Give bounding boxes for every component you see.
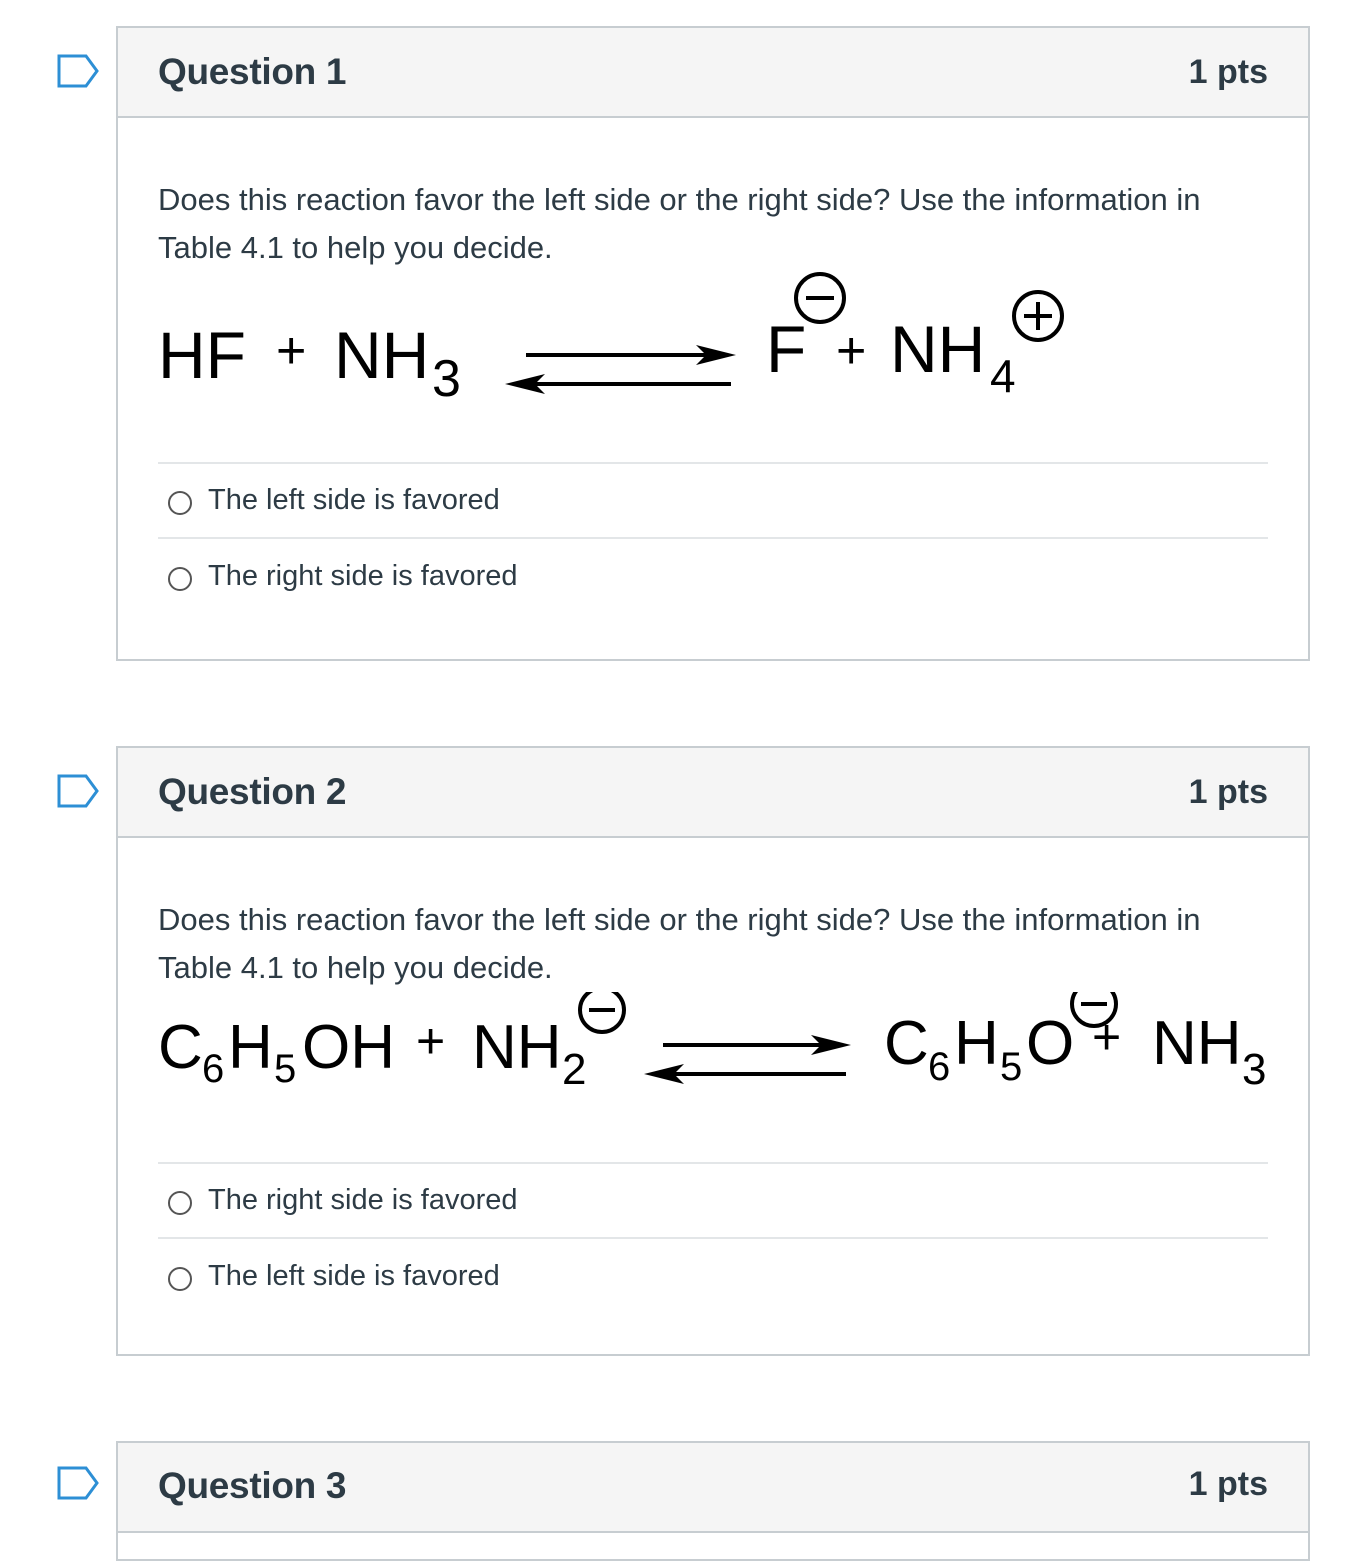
subscript-5: 5 xyxy=(274,1047,297,1091)
question-3-header xyxy=(118,1443,1308,1533)
subscript-3: 3 xyxy=(432,350,461,408)
question-2-answers xyxy=(158,1162,1268,1314)
radio-button-icon[interactable] xyxy=(168,491,192,515)
product-nh: NH xyxy=(1152,1009,1242,1078)
question-1-header xyxy=(118,28,1308,118)
subscript-4: 4 xyxy=(990,350,1016,402)
equilibrium-arrow-icon xyxy=(505,345,736,394)
radio-button-icon[interactable] xyxy=(168,1267,192,1291)
question-3-points: 1 pts xyxy=(1188,1465,1268,1503)
subscript-5: 5 xyxy=(1000,1045,1023,1089)
question-1-text: Does this reaction favor the left side or the right side? Use the information in Table 4.1 to help you decide. xyxy=(158,182,1201,265)
question-2-body xyxy=(118,838,1308,1314)
product-o: O xyxy=(1026,1009,1075,1078)
equilibrium-arrow-icon xyxy=(644,1035,851,1084)
question-3 xyxy=(116,1441,1310,1561)
question-2-reaction-image xyxy=(158,992,1268,1162)
answer-label: The left side is favored xyxy=(208,1260,500,1292)
reactant-nh: NH xyxy=(334,318,430,392)
plus-sign: + xyxy=(276,322,307,380)
reactant-nh: NH xyxy=(472,1013,562,1082)
reactant-hf: HF xyxy=(158,318,246,392)
question-2-answer-1[interactable] xyxy=(158,1164,1268,1239)
product-c: C xyxy=(884,1009,929,1078)
reactant-c: C xyxy=(158,1013,203,1082)
answer-label: The left side is favored xyxy=(208,484,500,516)
question-1-points: 1 pts xyxy=(1188,52,1268,91)
reactant-oh: OH xyxy=(302,1013,395,1082)
reactant-h: H xyxy=(228,1013,273,1082)
question-2-answer-2[interactable] xyxy=(158,1239,1268,1314)
question-1-answers xyxy=(158,462,1268,614)
question-2-header xyxy=(118,748,1308,838)
plus-sign-2: + xyxy=(836,322,867,380)
question-1 xyxy=(116,26,1310,661)
question-1-answer-2[interactable] xyxy=(158,539,1268,614)
question-3-title: Question 3 xyxy=(158,1465,347,1506)
question-1-title: Question 1 xyxy=(158,51,347,92)
subscript-2: 2 xyxy=(562,1045,587,1094)
subscript-6: 6 xyxy=(928,1045,951,1089)
product-h: H xyxy=(954,1009,999,1078)
answer-label: The right side is favored xyxy=(208,1184,518,1216)
plus-sign: + xyxy=(416,1013,446,1069)
radio-button-icon[interactable] xyxy=(168,567,192,591)
answer-label: The right side is favored xyxy=(208,560,518,592)
question-1-body xyxy=(118,118,1308,614)
question-2-title: Question 2 xyxy=(158,771,347,812)
flag-question-3-icon[interactable] xyxy=(56,1466,100,1500)
product-nh: NH xyxy=(890,312,986,386)
subscript-3: 3 xyxy=(1242,1045,1267,1094)
question-2 xyxy=(116,746,1310,1356)
question-1-answer-1[interactable] xyxy=(158,464,1268,539)
question-2-points: 1 pts xyxy=(1188,772,1268,811)
plus-sign-2: + xyxy=(1092,1009,1122,1065)
flag-question-1-icon[interactable] xyxy=(56,54,100,88)
subscript-6: 6 xyxy=(202,1047,225,1091)
question-1-reaction-image xyxy=(158,272,1268,462)
flag-question-2-icon[interactable] xyxy=(56,774,100,808)
product-f: F xyxy=(766,312,807,386)
radio-button-icon[interactable] xyxy=(168,1191,192,1215)
question-2-text: Does this reaction favor the left side or the right side? Use the information in Table 4.1 to help you decide. xyxy=(158,902,1201,985)
